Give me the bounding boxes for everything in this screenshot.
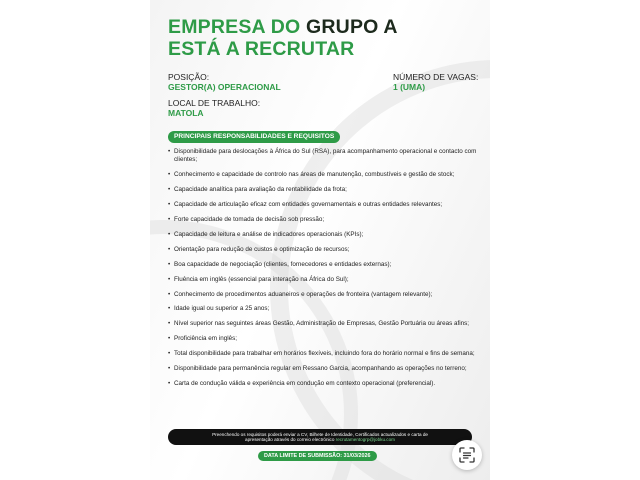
- deadline-badge: DATA LIMITE DE SUBMISSÃO: 31/03/2026: [258, 451, 377, 461]
- vacancies-label: NÚMERO DE VAGAS:: [393, 72, 479, 82]
- scan-text-icon: [459, 447, 475, 463]
- list-item: • Fluência em inglês (essencial para interação na África do Sul);: [168, 276, 478, 284]
- location-label: LOCAL DE TRABALHO:: [168, 98, 261, 108]
- list-item: • Nível superior nas seguintes áreas Gestão, Administração de Empresas, Gestão Portuária ou áreas afins;: [168, 320, 478, 328]
- list-item: • Total disponibilidade para trabalhar em horários flexíveis, incluindo fora do horário normal e fins de semana;: [168, 350, 478, 358]
- scan-text-button[interactable]: [452, 440, 482, 470]
- requirements-list: [168, 148, 478, 395]
- job-poster: [150, 0, 490, 480]
- instructions-text: apresentação através do correio electrónico: [245, 437, 336, 442]
- list-item: • Capacidade analítica para avaliação da rentabilidade da frota;: [168, 186, 478, 194]
- list-item: • Orientação para redução de custos e optimização de recursos;: [168, 246, 478, 254]
- section-heading: PRINCIPAIS RESPONSABILIDADES E REQUISITOS: [168, 131, 340, 143]
- list-item: • Capacidade de leitura e análise de indicadores operacionais (KPIs);: [168, 231, 478, 239]
- title-green-text: EMPRESA DO: [168, 16, 301, 38]
- list-item: • Conhecimento de procedimentos aduaneiros e operações de fronteira (vantagem relevante);: [168, 291, 478, 299]
- list-item: • Capacidade de articulação eficaz com entidades governamentais e outras entidades relevantes;: [168, 201, 478, 209]
- list-item: • Conhecimento e capacidade de controlo nas áreas de manutenção, combustíveis e gestão de stock;: [168, 171, 478, 179]
- poster-title: [168, 16, 398, 60]
- location-value: MATOLA: [168, 108, 204, 118]
- list-item: • Boa capacidade de negociação (clientes, fornecedores e entidades externas);: [168, 261, 478, 269]
- list-item: • Proficiência em inglês;: [168, 335, 478, 343]
- instructions-line2: [168, 437, 472, 443]
- list-item: • Disponibilidade para deslocações à África do Sul (RSA), para acompanhamento operacional e contacto com clientes;: [168, 148, 478, 165]
- title-dark-text: GRUPO A: [300, 16, 398, 38]
- list-item: • Idade igual ou superior a 25 anos;: [168, 305, 478, 313]
- title-line2: ESTÁ A RECRUTAR: [168, 38, 355, 60]
- position-value: GESTOR(A) OPERACIONAL: [168, 82, 281, 92]
- application-instructions: [168, 429, 472, 445]
- list-item: • Forte capacidade de tomada de decisão sob pressão;: [168, 216, 478, 224]
- instructions-line1: Preenchendo os requisitos poderá enviar a CV, Bilhete de Identidade, Certificados actualizados e carta de: [212, 431, 428, 437]
- position-label: POSIÇÃO:: [168, 72, 210, 82]
- list-item: • Carta de condução válida e experiência em condução em contexto operacional (preferencial).: [168, 380, 478, 388]
- vacancies-value: 1 (UMA): [393, 82, 426, 92]
- contact-email-link[interactable]: recrutamentogrp@jobku.com: [335, 437, 395, 442]
- list-item: • Disponibilidade para permanência regular em Ressano Garcia, acompanhando as operações no terreno;: [168, 365, 478, 373]
